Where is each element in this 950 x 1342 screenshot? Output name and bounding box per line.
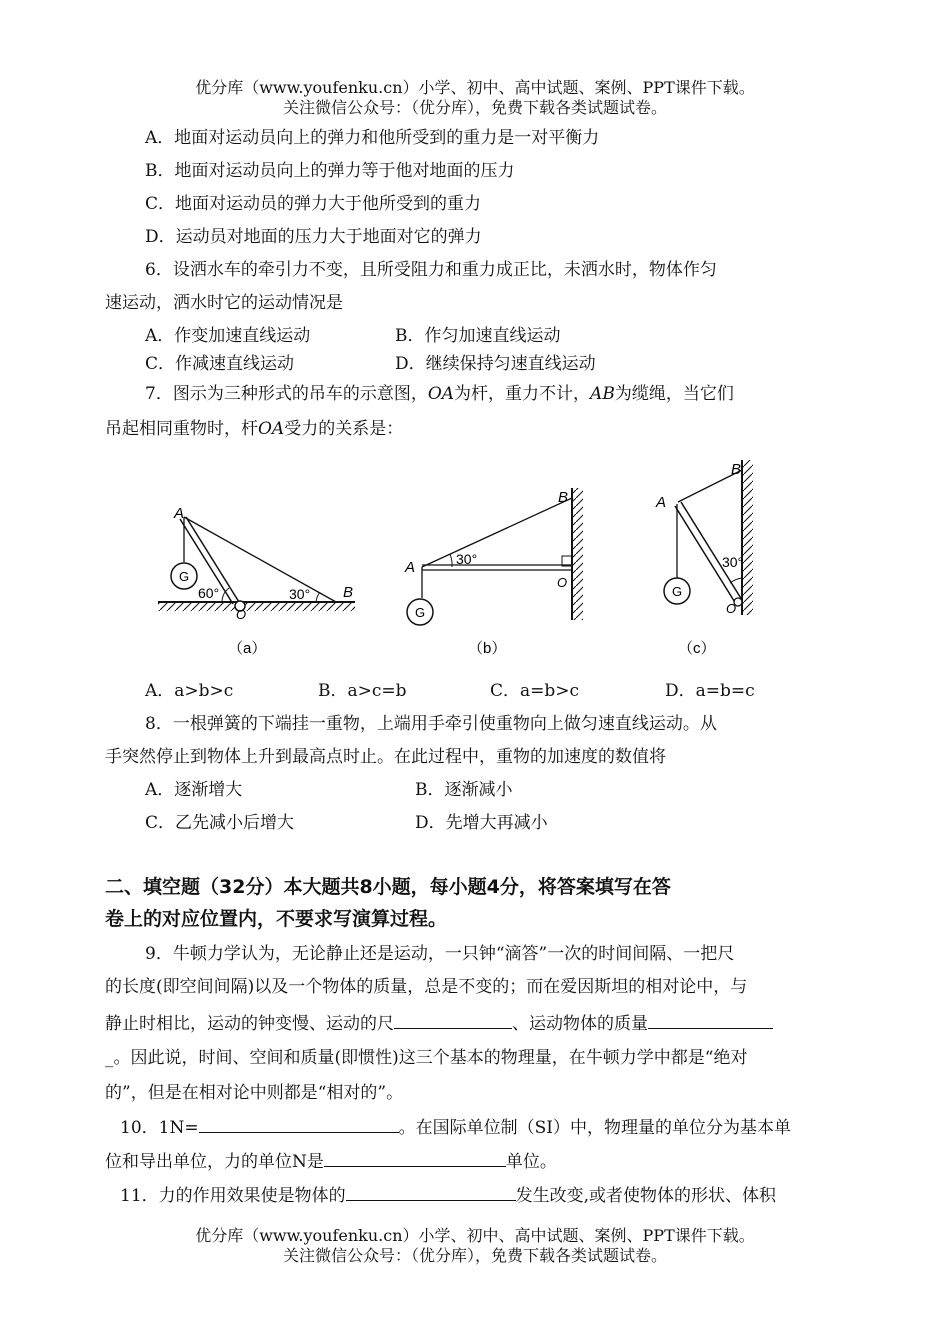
- footer-line-2: 关注微信公众号：（优分库），免费下载各类试题试卷。: [282, 1246, 667, 1265]
- q6-option-b: B．作匀加速直线运动: [395, 326, 561, 346]
- fig-a-caption: （a）: [228, 640, 267, 657]
- fig-b-label-g: G: [415, 605, 426, 620]
- q7-option-a: A．a>b>c: [145, 681, 234, 701]
- header-line-1: 优分库（www.youfenku.cn）小学、初中、高中试题、案例、PPT课件下载。: [195, 78, 755, 97]
- q5-option-a: A．地面对运动员向上的弹力和他所受到的重力是一对平衡力: [145, 128, 600, 148]
- q6-option-a: A．作变加速直线运动: [145, 326, 311, 346]
- q7-stem-line-2: 吊起相同重物时，杆OA受力的关系是：: [105, 419, 404, 439]
- q9-blank-2[interactable]: [648, 1012, 773, 1029]
- q9-line-1: 9．牛顿力学认为，无论静止还是运动，一只钟“滴答”一次的时间间隔、一把尺: [145, 944, 735, 964]
- fig-b-angle-30: 30°: [456, 551, 478, 567]
- q7-option-d: D．a=b=c: [665, 681, 755, 701]
- q9-line-4: _。因此说，时间、空间和质量(即惯性)这三个基本的物理量，在牛顿力学中都是“绝对: [105, 1048, 748, 1068]
- q6-option-d: D．继续保持匀速直线运动: [395, 354, 596, 374]
- fig-b-label-a: A: [405, 559, 416, 576]
- q8-option-d: D．先增大再减小: [415, 813, 548, 833]
- q6-option-c: C．作减速直线运动: [145, 354, 295, 374]
- header-line-2: 关注微信公众号：（优分库），免费下载各类试题试卷。: [282, 98, 667, 117]
- q11-blank-1[interactable]: [346, 1184, 516, 1201]
- footer-line-1: 优分库（www.youfenku.cn）小学、初中、高中试题、案例、PPT课件下载。: [195, 1226, 755, 1245]
- q9-line-5: 的”，但是在相对论中则都是“相对的”。: [105, 1083, 404, 1103]
- fig-b-label-b: B: [558, 489, 569, 506]
- fig-a-label-b: B: [343, 584, 354, 601]
- q6-stem-line-1: 6．设洒水车的牵引力不变，且所受阻力和重力成正比，未洒水时，物体作匀: [145, 260, 717, 280]
- q7-option-c: C．a=b>c: [490, 681, 580, 701]
- fig-c-label-b: B: [731, 461, 742, 478]
- fig-a-label-o: O: [236, 607, 247, 622]
- q9-blank-1[interactable]: [394, 1012, 512, 1029]
- fig-c-label-a: A: [656, 494, 667, 511]
- q8-option-c: C．乙先减小后增大: [145, 813, 295, 833]
- q7-option-b: B．a>c=b: [318, 681, 407, 701]
- fig-b-label-o: O: [557, 575, 568, 590]
- q8-option-a: A．逐渐增大: [145, 780, 243, 800]
- q7-stem-line-1: 7．图示为三种形式的吊车的示意图，OA为杆，重力不计，AB为缆绳，当它们: [145, 384, 734, 404]
- q10-line-2: 位和导出单位，力的单位N是 单位。: [105, 1152, 557, 1172]
- q5-option-c: C．地面对运动员的弹力大于他所受到的重力: [145, 194, 482, 214]
- q8-option-b: B．逐渐减小: [415, 780, 513, 800]
- fig-c-label-o: O: [726, 601, 737, 616]
- crane-diagrams: [0, 450, 950, 670]
- q8-stem-line-2: 手突然停止到物体上升到最高点时止。在此过程中，重物的加速度的数值将: [105, 747, 666, 767]
- fig-b-caption: （b）: [468, 640, 507, 657]
- q10-blank-1[interactable]: [199, 1116, 399, 1133]
- figure-b: [404, 488, 583, 657]
- q10-line-1: 10．1N= 。在国际单位制（SI）中，物理量的单位分为基本单: [120, 1118, 791, 1138]
- q9-line-3: 静止时相比，运动的钟变慢、运动的尺 、运动物体的质量: [105, 1012, 773, 1035]
- q6-stem-line-2: 速运动，洒水时它的运动情况是: [105, 293, 343, 313]
- fig-a-label-a: A: [174, 505, 185, 522]
- section-2-heading-line-2: 卷上的对应位置内，不要求写演算过程。: [105, 908, 448, 930]
- q5-option-b: B．地面对运动员向上的弹力等于他对地面的压力: [145, 161, 515, 181]
- q10-blank-2[interactable]: [324, 1150, 506, 1167]
- figure-a: [158, 505, 355, 657]
- fig-c-label-g: G: [672, 584, 683, 599]
- figure-c: [655, 460, 753, 657]
- fig-a-label-g: G: [179, 569, 190, 584]
- fig-a-angle-60: 60°: [198, 585, 220, 601]
- q8-stem-line-1: 8．一根弹簧的下端挂一重物，上端用手牵引使重物向上做匀速直线运动。从: [145, 714, 717, 734]
- q9-line-2: 的长度(即空间间隔)以及一个物体的质量，总是不变的；而在爱因斯坦的相对论中，与: [105, 977, 748, 997]
- fig-c-caption: （c）: [678, 640, 716, 657]
- fig-c-angle-30: 30°: [722, 554, 744, 570]
- section-2-heading-line-1: 二、填空题（32分）本大题共8小题，每小题4分，将答案填写在答: [105, 876, 671, 898]
- q5-option-d: D．运动员对地面的压力大于地面对它的弹力: [145, 227, 482, 247]
- fig-a-angle-30: 30°: [289, 586, 311, 602]
- q11-line-1: 11．力的作用效果使是物体的 发生改变,或者使物体的形状、体积: [120, 1186, 777, 1206]
